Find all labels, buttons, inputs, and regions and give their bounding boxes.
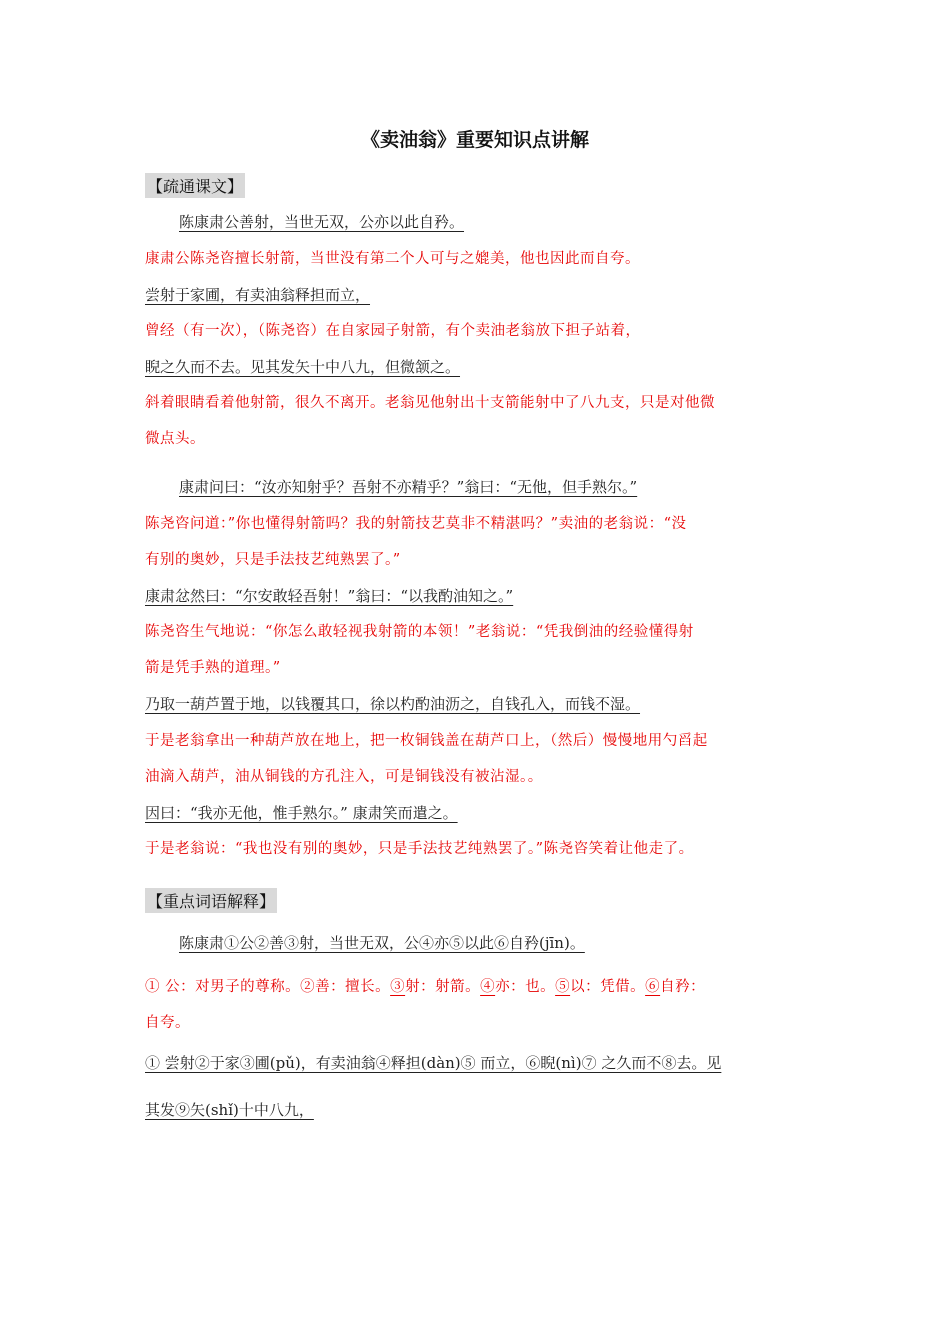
original-text-line: 康肃忿然曰：“尔安敢轻吾射！”翁曰：“以我酌油知之。” [145, 587, 514, 605]
section-heading-key-words: 【重点词语解释】 [145, 888, 277, 913]
key-words-line: 陈康肃①公②善③射，当世无双，公④亦⑤以此⑥自矜(jīn)。 [179, 934, 585, 952]
translation-line: 于是老翁拿出一种葫芦放在地上，把一枚铜钱盖在葫芦口上，（然后）慢慢地用勺舀起 [145, 733, 708, 749]
translation-line: 斜着眼睛看着他射箭，很久不离开。老翁见他射出十支箭能射中了八九支，只是对他微 [145, 395, 715, 411]
translation-line: 油滴入葫芦，油从铜钱的方孔注入，可是铜钱没有被沾湿。。 [145, 769, 543, 785]
original-text-line: 乃取一葫芦置于地，以钱覆其口，徐以杓酌油沥之，自钱孔入，而钱不湿。 [145, 695, 641, 713]
original-text-line: 陈康肃公善射，当世无双，公亦以此自矜。 [179, 213, 465, 231]
explanation-segment: 自矜： [660, 979, 706, 995]
translation-line: 微点头。 [145, 431, 205, 447]
translation-line: 康肃公陈尧咨擅长射箭，当世没有第二个人可与之媲美，他也因此而自夸。 [145, 251, 640, 267]
word-explanation-line [145, 977, 705, 997]
translation-line: 于是老翁说：“我也没有别的奥妙，只是手法技艺纯熟罢了。”陈尧咨笑着让他走了。 [145, 841, 694, 857]
key-words-line: ① 尝射②于家③圃(pǔ)，有卖油翁④释担(dàn)⑤ 而立，⑥睨(nì)⑦ 之久而不⑧去。见 [145, 1054, 722, 1072]
explanation-segment: 以：凭借。 [570, 979, 646, 995]
word-explanation-line: 自夸。 [145, 1015, 190, 1031]
explanation-number: ⑤ [555, 979, 571, 995]
section-heading-text-explanation: 【疏通课文】 [145, 173, 245, 198]
key-words-line: 其发⑨矢(shǐ)十中八九， [145, 1101, 314, 1119]
translation-line: 有别的奥妙，只是手法技艺纯熟罢了。” [145, 552, 401, 568]
explanation-segment: 亦：也。 [495, 979, 556, 995]
explanation-number: ④ [480, 979, 496, 995]
original-text-line: 睨之久而不去。见其发矢十中八九，但微颔之。 [145, 358, 461, 376]
explanation-number: ③ [390, 979, 406, 995]
original-text-line: 因曰：“我亦无他，惟手熟尔。” 康肃笑而遣之。 [145, 804, 458, 822]
explanation-segment: ① 公：对男子的尊称。②善：擅长。 [145, 979, 391, 995]
page-title: 《卖油翁》重要知识点讲解 [360, 129, 589, 151]
original-text-line: 康肃问曰：“汝亦知射乎？吾射不亦精乎？”翁曰：“无他，但手熟尔。” [179, 478, 638, 496]
explanation-number: ⑥ [645, 979, 661, 995]
translation-line: 陈尧咨问道：”你也懂得射箭吗？我的射箭技艺莫非不精湛吗？”卖油的老翁说：“没 [145, 516, 687, 532]
translation-line: 陈尧咨生气地说：“你怎么敢轻视我射箭的本领！”老翁说：“凭我倒油的经验懂得射 [145, 624, 694, 640]
translation-line: 箭是凭手熟的道理。” [145, 660, 281, 676]
explanation-segment: 射：射箭。 [405, 979, 481, 995]
original-text-line: 尝射于家圃，有卖油翁释担而立， [145, 286, 371, 304]
translation-line: 曾经（有一次），（陈尧咨）在自家园子射箭，有个卖油老翁放下担子站着， [145, 323, 641, 339]
